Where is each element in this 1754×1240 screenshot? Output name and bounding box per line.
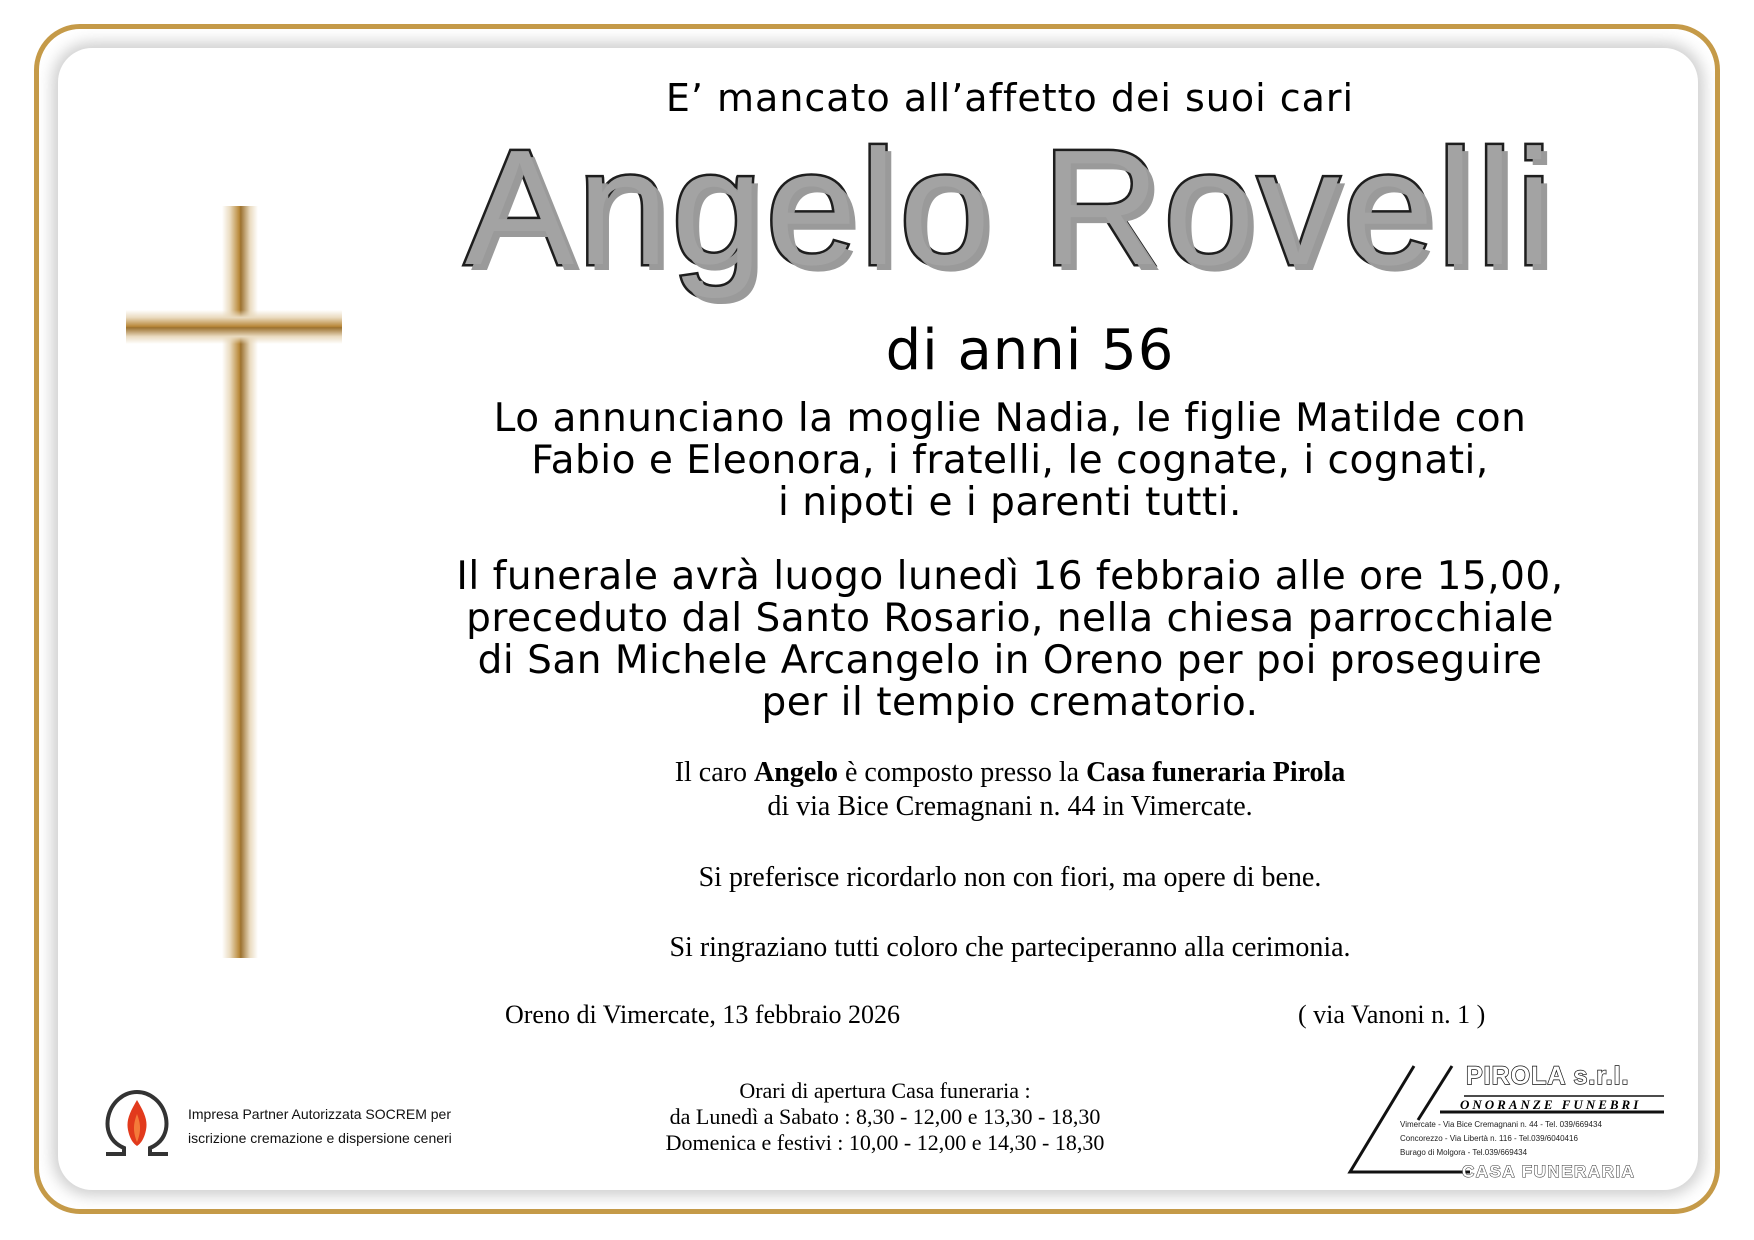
socrem-line: iscrizione cremazione e dispersione ceneri [188,1130,452,1146]
funeral-block [400,556,1620,724]
pirola-company-name: PIROLA s.r.l. [1466,1062,1630,1090]
announcement-line: i nipoti e i parenti tutti. [778,480,1242,525]
socrem-partner-text [188,1102,452,1150]
socrem-line: Impresa Partner Autorizzata SOCREM per [188,1106,451,1122]
deceased-name: Angelo Rovelli [464,116,1556,299]
announcement-line: Fabio e Eleonora, i fratelli, le cognate, i cognati, [531,438,1489,483]
funeral-line: preceduto dal Santo Rosario, nella chiesa parrocchiale [466,596,1554,641]
place-date: Oreno di Vimercate, 13 febbraio 2026 [505,1000,901,1029]
viewing-text: è composto presso la [838,757,1087,788]
viewing-line-1 [400,756,1620,790]
viewing-line-2: di via Bice Cremagnani n. 44 in Vimercate. [767,791,1253,822]
hours-line: Orari di apertura Casa funeraria : [739,1078,1031,1103]
funeral-line: di San Michele Arcangelo in Oreno per poi proseguire [477,638,1543,683]
pirola-casa-funeraria: CASA FUNERARIA [1462,1162,1636,1181]
age-text: di anni 56 [885,318,1175,383]
thanks-text: Si ringraziano tutti coloro che parteciperanno alla cerimonia. [669,932,1351,963]
cross-icon-horizontal [126,310,342,344]
announcement-block [400,398,1620,524]
address-text: ( via Vanoni n. 1 ) [1298,1000,1486,1029]
socrem-logo-icon [100,1084,174,1160]
funeral-line: per il tempio crematorio. [761,680,1259,725]
intro-text: E’ mancato all’affetto dei suoi cari [665,76,1355,120]
hours-line: da Lunedì a Sabato : 8,30 - 12,00 e 13,30 - 18,30 [669,1104,1101,1129]
pirola-address-line: Vimercate - Via Bice Cremagnani n. 44 - Tel. 039/669434 [1400,1120,1602,1129]
viewing-block [400,756,1620,824]
viewing-name: Angelo [754,757,838,788]
pirola-address-line: Burago di Molgora - Tel.039/669434 [1400,1148,1528,1157]
flowers-text: Si preferisce ricordarlo non con fiori, ma opere di bene. [698,862,1322,893]
pirola-subtitle: ONORANZE FUNEBRI [1460,1097,1642,1112]
hours-line: Domenica e festivi : 10,00 - 12,00 e 14,30 - 18,30 [665,1130,1105,1155]
viewing-text: Il caro [674,757,754,788]
announcement-line: Lo annunciano la moglie Nadia, le figlie Matilde con [493,396,1527,441]
pirola-address-line: Concorezzo - Via Libertà n. 116 - Tel.039/6040416 [1400,1134,1578,1143]
pirola-addresses [1400,1118,1602,1160]
opening-hours [600,1078,1170,1156]
viewing-place: Casa funeraria Pirola [1086,757,1346,788]
funeral-line: Il funerale avrà luogo lunedì 16 febbraio alle ore 15,00, [456,554,1564,599]
